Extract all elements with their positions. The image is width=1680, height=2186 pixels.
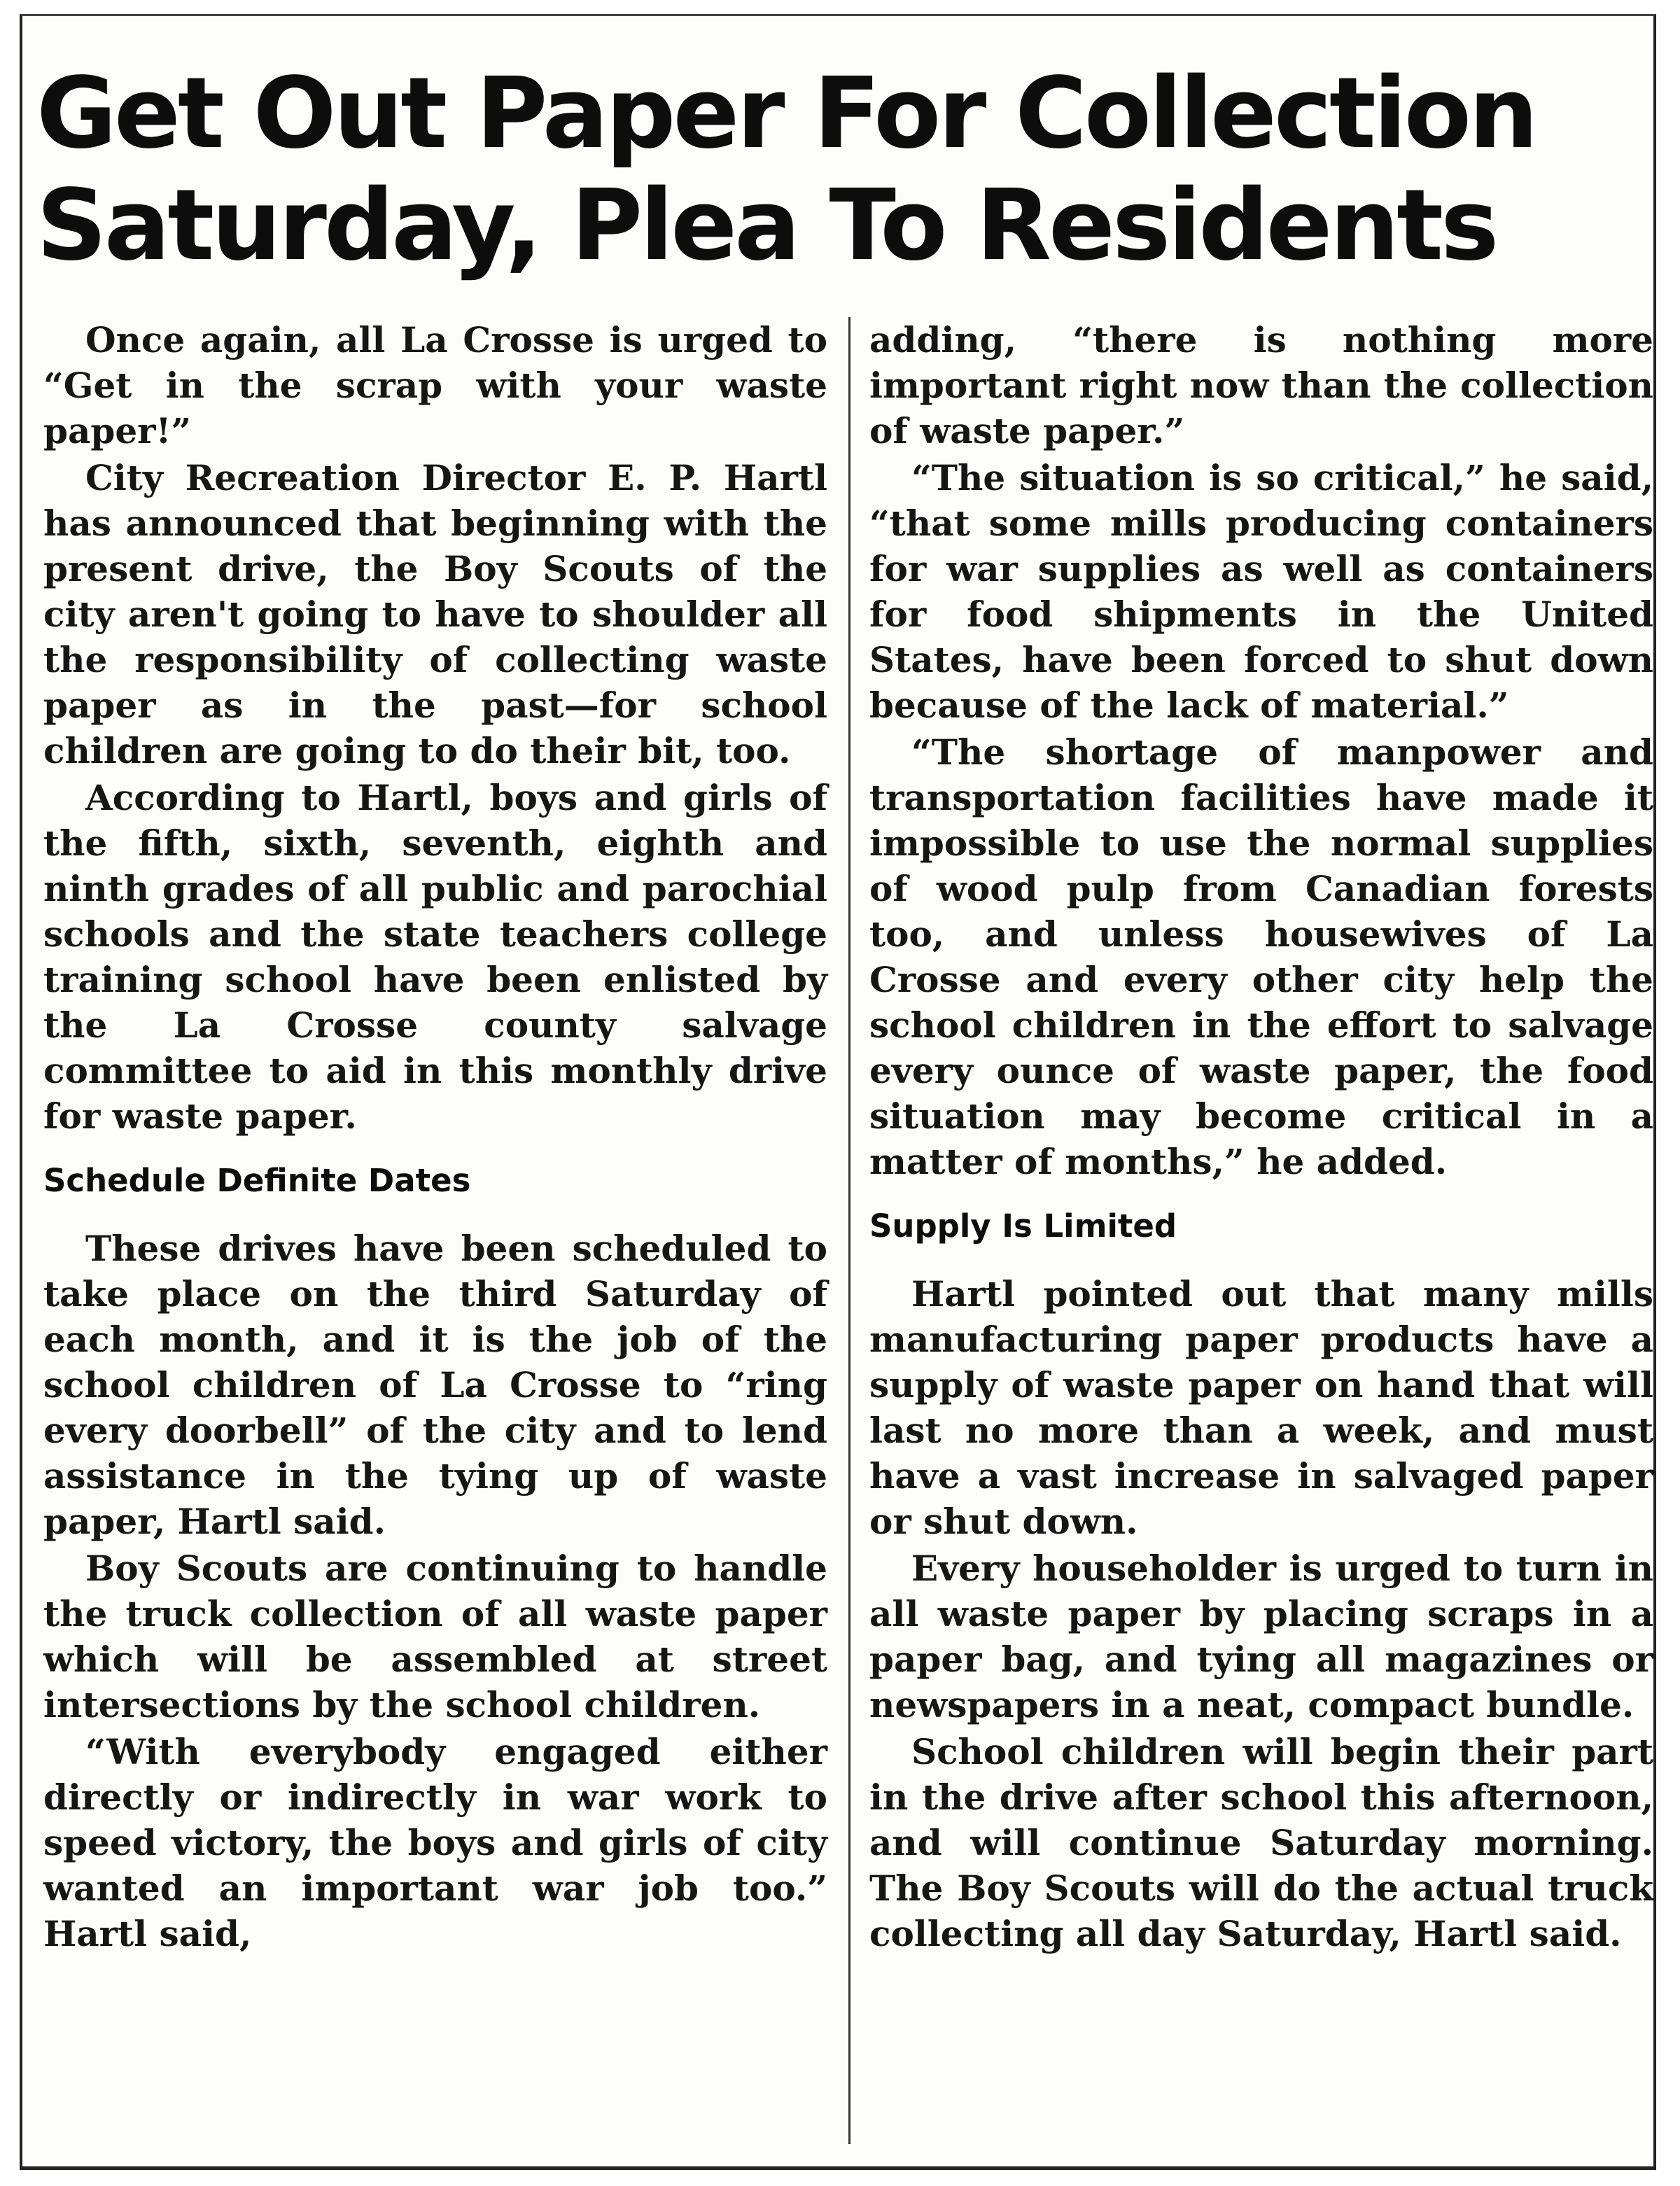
headline-line-1: Get Out Paper For Collection [36, 57, 1536, 171]
paragraph: “The shortage of manpower and transportation facilities have made it impossible to use the normal supplies of wood pulp from Canadian forests too, and unless housewives of La Crosse and every other city help the school children in the effort to salvage every ounce of waste paper, the food situation may become critical in a matter of months,” he added. [869, 731, 1653, 1182]
paragraph: Once again, all La Crosse is urged to “Get in the scrap with your waste paper!” [43, 319, 827, 451]
article-body [43, 317, 1653, 2151]
paragraph: Boy Scouts are continuing to handle the truck collection of all waste paper which will be assembled at street intersections by the school children. [43, 1548, 827, 1725]
paragraph: adding, “there is nothing more important right now than the collection of waste paper.” [869, 319, 1653, 451]
newspaper-clipping [20, 14, 1656, 2170]
paragraph: These drives have been scheduled to take place on the third Saturday of each month, and it is the job of the school children of La Crosse to “ring every doorbell” of the city and to lend assistance in the tying up of waste paper, Hartl said. [43, 1228, 827, 1542]
left-column [43, 317, 827, 1958]
subheading: Supply Is Limited [869, 1207, 1177, 1245]
column-divider [848, 317, 850, 2144]
paragraph: School children will begin their part in the drive after school this afternoon, and will continue Saturday morning. The Boy Scouts will do the actual truck collecting all day Saturday, Hartl said. [869, 1731, 1653, 1954]
headline [36, 58, 1639, 282]
headline-line-2: Saturday, Plea To Residents [36, 169, 1497, 283]
paragraph: “The situation is so critical,” he said, “that some mills producing containers for war supplies as well as containers for food shipments in the United States, have been forced to shut down because of the lack of material.” [869, 457, 1653, 726]
paragraph: “With everybody engaged either directly or indirectly in war work to speed victory, the boys and girls of city wanted an important war job too.” Hartl said, [43, 1731, 827, 1954]
paragraph: According to Hartl, boys and girls of the fifth, sixth, seventh, eighth and ninth grades of all public and parochial schools and the state teachers college training school have been enlisted by the La Crosse county salvage committee to aid in this monthly drive for waste paper. [43, 777, 827, 1137]
right-column [869, 317, 1653, 1958]
paragraph: City Recreation Director E. P. Hartl has announced that beginning with the present drive, the Boy Scouts of the city aren't going to have to shoulder all the responsibility of collecting waste paper as in the past—for school children are going to do their bit, too. [43, 457, 827, 771]
paragraph: Hartl pointed out that many mills manufacturing paper products have a supply of waste paper on hand that will last no more than a week, and must have a vast increase in salvaged paper or shut down. [869, 1273, 1653, 1542]
paragraph: Every householder is urged to turn in all waste paper by placing scraps in a paper bag, and tying all magazines or newspapers in a neat, compact bundle. [869, 1548, 1653, 1725]
subheading: Schedule Definite Dates [43, 1162, 471, 1199]
